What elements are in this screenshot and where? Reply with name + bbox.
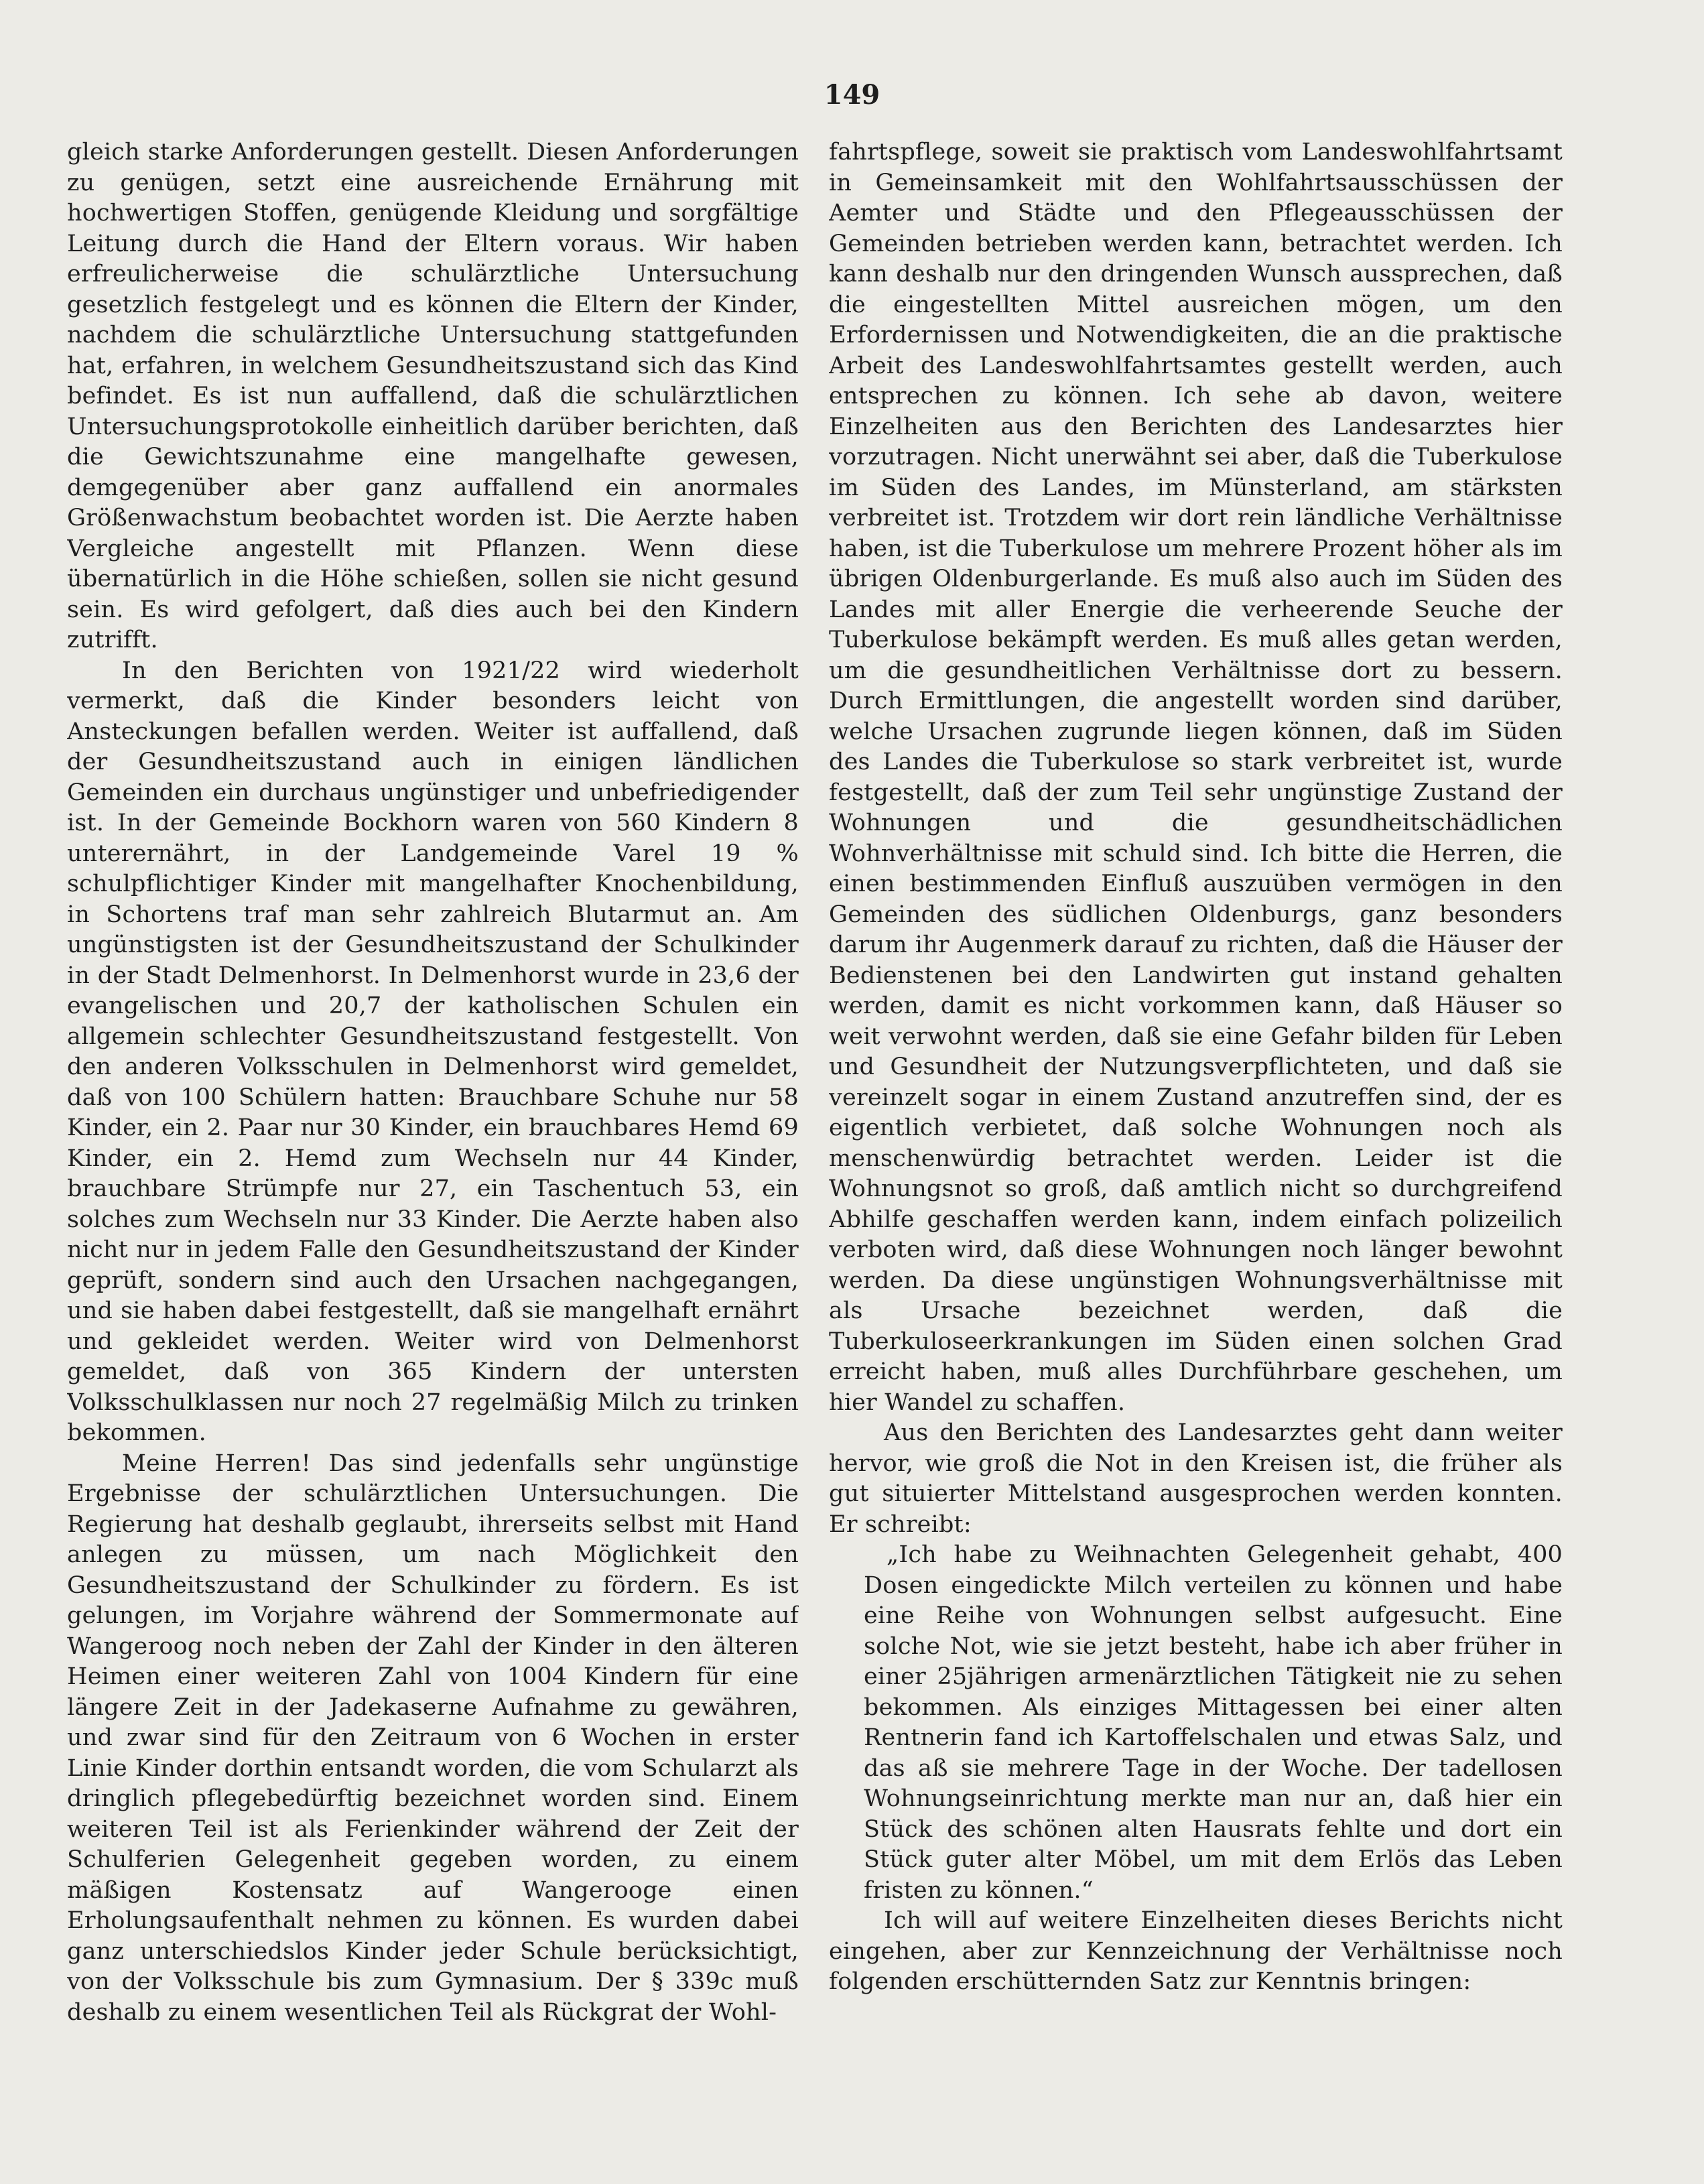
- paragraph: Ich will auf weitere Einzelheiten dieses Berichts nicht eingehen, aber zur Kennzeichnung der Verhältnisse noch folgenden erschütternden Satz zur Kenntnis bringen:: [829, 1907, 1563, 1995]
- paragraph: Aus den Berichten des Landesarztes geht dann weiter hervor, wie groß die Not in den Kreisen ist, die früher als gut situierter Mittelstand ausgesprochen werden konnten. Er schreibt:: [829, 1419, 1563, 1538]
- paragraph: Meine Herren! Das sind jedenfalls sehr ungünstige Ergebnisse der schulärztlichen Untersuchungen. Die Regierung hat deshalb geglaubt, ihrerseits selbst mit Hand anlegen zu müssen, um nach Möglichkeit den Gesundheitszustand der Schulkinder zu fördern. Es ist gelungen, im Vorjahre während der Sommermonate auf Wangeroog noch neben der Zahl der Kinder in den älteren Heimen einer weiteren Zahl von 1004 Kindern für eine längere Zeit in der Jadekaserne Aufnahme zu gewähren, und zwar sind für den Zeitraum von 6 Wochen in erster Linie Kinder dorthin entsandt worden, die vom Schularzt als dringlich pflegebedürftig bezeichnet worden sind. Einem weiteren Teil ist als Ferienkinder während der Zeit der Schulferien Gelegenheit gegeben worden, zu einem mäßigen Kostensatz auf Wangerooge einen Erholungsaufenthalt nehmen zu können. Es wurden dabei ganz unterschiedslos Kinder jeder Schule berücksichtigt, von der Volksschule bis zum Gymnasium. Der § 339c muß deshalb zu einem wesentlichen Teil als Rückgrat der Wohl-: [67, 1450, 799, 2026]
- page-number: 149: [824, 79, 880, 111]
- right-column: [829, 137, 1563, 2148]
- paragraph: In den Berichten von 1921/22 wird wiederholt vermerkt, daß die Kinder besonders leicht von Ansteckungen befallen werden. Weiter ist auffallend, daß der Gesundheitszustand auch in einigen ländlichen Gemeinden ein durchaus ungünstiger und unbefriedigender ist. In der Gemeinde Bockhorn waren von 560 Kindern 8 unterernährt, in der Landgemeinde Varel 19 % schulpflichtiger Kinder mit mangelhafter Knochenbildung, in Schortens traf man sehr zahlreich Blutarmut an. Am ungünstigsten ist der Gesundheitszustand der Schulkinder in der Stadt Delmenhorst. In Delmenhorst wurde in 23,6 der evangelischen und 20,7 der katholischen Schulen ein allgemein schlechter Gesundheitszustand festgestellt. Von den anderen Volksschulen in Delmenhorst wird gemeldet, daß von 100 Schülern hatten: Brauchbare Schuhe nur 58 Kinder, ein 2. Paar nur 30 Kinder, ein brauchbares Hemd 69 Kinder, ein 2. Hemd zum Wechseln nur 44 Kinder, brauchbare Strümpfe nur 27, ein Taschentuch 53, ein solches zum Wechseln nur 33 Kinder. Die Aerzte haben also nicht nur in jedem Falle den Gesundheitszustand der Kinder geprüft, sondern sind auch den Ursachen nachgegangen, und sie haben dabei festgestellt, daß sie mangelhaft ernährt und gekleidet werden. Weiter wird von Delmenhorst gemeldet, daß von 365 Kindern der untersten Volksschulklassen nur noch 27 regelmäßig Milch zu trinken bekommen.: [67, 657, 799, 1446]
- paragraph: fahrtspflege, soweit sie praktisch vom Landeswohlfahrtsamt in Gemeinsamkeit mit den Wohlfahrtsausschüssen der Aemter und Städte und den Pflegeausschüssen der Gemeinden betrieben werden kann, betrachtet werden. Ich kann deshalb nur den dringenden Wunsch aussprechen, daß die eingestellten Mittel ausreichen mögen, um den Erfordernissen und Notwendigkeiten, die an die praktische Arbeit des Landeswohlfahrtsamtes gestellt werden, auch entsprechen zu können. Ich sehe ab davon, weitere Einzelheiten aus den Berichten des Landesarztes hier vorzutragen. Nicht unerwähnt sei aber, daß die Tuberkulose im Süden des Landes, im Münsterland, am stärksten verbreitet ist. Trotzdem wir dort rein ländliche Verhältnisse haben, ist die Tuberkulose um mehrere Prozent höher als im übrigen Oldenburgerlande. Es muß also auch im Süden des Landes mit aller Energie die verheerende Seuche der Tuberkulose bekämpft werden. Es muß alles getan werden, um die gesundheitlichen Verhältnisse dort zu bessern. Durch Ermittlungen, die angestellt worden sind darüber, welche Ursachen zugrunde liegen können, daß im Süden des Landes die Tuberkulose so stark verbreitet ist, wurde festgestellt, daß der zum Teil sehr ungünstige Zustand der Wohnungen und die gesundheitschädlichen Wohnverhältnisse mit schuld sind. Ich bitte die Herren, die einen bestimmenden Einfluß auszuüben vermögen in den Gemeinden des südlichen Oldenburgs, ganz besonders darum ihr Augenmerk darauf zu richten, daß die Häuser der Bedienstenen bei den Landwirten gut instand gehalten werden, damit es nicht vorkommen kann, daß Häuser so weit verwohnt werden, daß sie eine Gefahr bilden für Leben und Gesundheit der Nutzungsverpflichteten, und daß sie vereinzelt sogar in einem Zustand anzutreffen sind, der es eigentlich verbietet, daß solche Wohnungen noch als menschenwürdig betrachtet werden. Leider ist die Wohnungsnot so groß, daß amtlich nicht so durchgreifend Abhilfe geschaffen werden kann, indem einfach polizeilich verboten wird, daß diese Wohnungen noch länger bewohnt werden. Da diese ungünstigen Wohnungsverhältnisse mit als Ursache bezeichnet werden, daß die Tuberkuloseerkrankungen im Süden einen solchen Grad erreicht haben, muß alles Durchführbare geschehen, um hier Wandel zu schaffen.: [829, 139, 1563, 1416]
- quotation: „Ich habe zu Weihnachten Gelegenheit gehabt, 400 Dosen eingedickte Milch verteilen zu können und habe eine Reihe von Wohnungen selbst aufgesucht. Eine solche Not, wie sie jetzt besteht, habe ich aber früher in einer 25jährigen armenärztlichen Tätigkeit nie zu sehen bekommen. Als einziges Mittagessen bei einer alten Rentnerin fand ich Kartoffelschalen und etwas Salz, und das aß sie mehrere Tage in der Woche. Der tadellosen Wohnungseinrichtung merkte man nur an, daß hier ein Stück des schönen alten Hausrats fehlte und dort ein Stück guter alter Möbel, um mit dem Erlös das Leben fristen zu können.“: [864, 1541, 1563, 1904]
- left-column: [67, 137, 799, 2148]
- paragraph: gleich starke Anforderungen gestellt. Diesen Anforderungen zu genügen, setzt eine ausreichende Ernährung mit hochwertigen Stoffen, genügende Kleidung und sorgfältige Leitung durch die Hand der Eltern voraus. Wir haben erfreulicherweise die schulärztliche Untersuchung gesetzlich festgelegt und es können die Eltern der Kinder, nachdem die schulärztliche Untersuchung stattgefunden hat, erfahren, in welchem Gesundheitszustand sich das Kind befindet. Es ist nun auffallend, daß die schulärztlichen Untersuchungsprotokolle einheitlich darüber berichten, daß die Gewichtszunahme eine mangelhafte gewesen, demgegenüber aber ganz auffallend ein anormales Größenwachstum beobachtet worden ist. Die Aerzte haben Vergleiche angestellt mit Pflanzen. Wenn diese übernatürlich in die Höhe schießen, sollen sie nicht gesund sein. Es wird gefolgert, daß dies auch bei den Kindern zutrifft.: [67, 139, 799, 653]
